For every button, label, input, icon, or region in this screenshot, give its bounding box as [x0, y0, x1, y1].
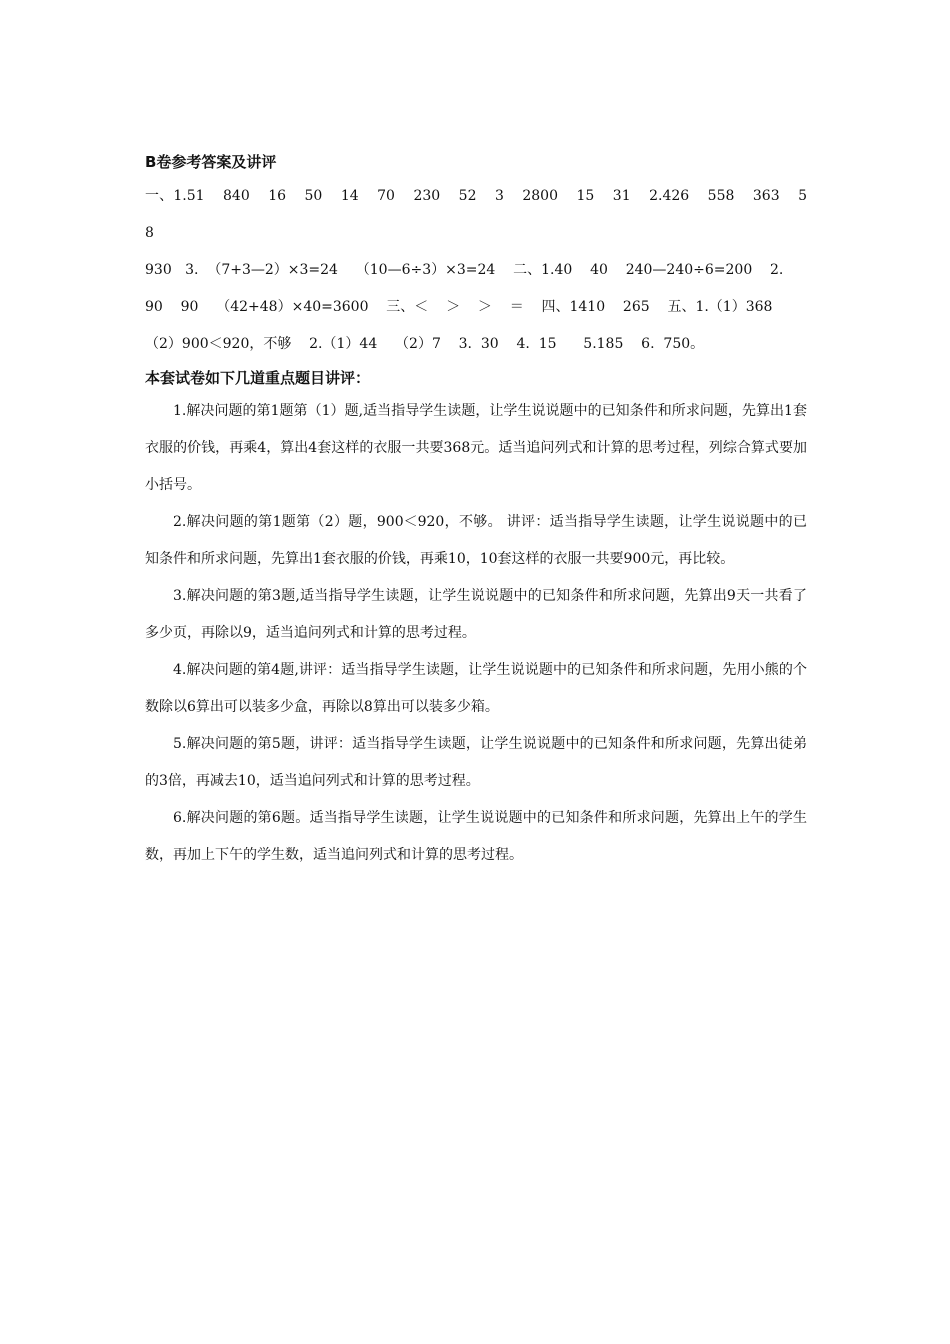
commentary-item: 2.解决问题的第1题第（2）题，900＜920，不够。 讲评：适当指导学生读题，让学生说说题中的已知条件和所求问题，先算出1套衣服的价钱，再乘10，10套这样的衣服一共要900元，再比较。: [145, 514, 807, 567]
commentary-item: 6.解决问题的第6题。适当指导学生读题，让学生说说题中的已知条件和所求问题，先算出上午的学生数，再加上下午的学生数，适当追问列式和计算的思考过程。: [145, 810, 807, 863]
document-content: [145, 150, 825, 874]
answer-line: 一、1.51 840 16 50 14 70 230 52 3 2800 15 31 2.426 558 363 5 8: [145, 188, 825, 241]
answer-line: （2）900＜920，不够 2.（1）44 （2）7 3. 30 4. 15 5.185 6. 750。: [145, 336, 705, 352]
commentary-item: 1.解决问题的第1题第（1）题,适当指导学生读题，让学生说说题中的已知条件和所求问题，先算出1套衣服的价钱，再乘4，算出4套这样的衣服一共要368元。适当追问列式和计算的思考过程，列综合算式要加小括号。: [145, 403, 807, 493]
answer-key-heading: B卷参考答案及讲评: [145, 153, 277, 171]
answer-line: 930 3. （7+3—2）×3=24 （10—6÷3）×3=24 二、1.40 40 240—240÷6=200 2.: [145, 262, 784, 278]
answer-line: 90 90 （42+48）×40=3600 三、＜ ＞ ＞ ＝ 四、1410 265 五、1.（1）368: [145, 299, 773, 315]
commentary-item: 5.解决问题的第5题，讲评：适当指导学生读题，让学生说说题中的已知条件和所求问题，先算出徒弟的3倍，再减去10，适当追问列式和计算的思考过程。: [145, 736, 807, 789]
commentary-item: 3.解决问题的第3题,适当指导学生读题，让学生说说题中的已知条件和所求问题，先算出9天一共看了多少页，再除以9，适当追问列式和计算的思考过程。: [145, 588, 807, 641]
commentary-heading: 本套试卷如下几道重点题目讲评：: [145, 369, 371, 387]
commentary-item: 4.解决问题的第4题,讲评：适当指导学生读题，让学生说说题中的已知条件和所求问题，先用小熊的个数除以6算出可以装多少盒，再除以8算出可以装多少箱。: [145, 662, 807, 715]
